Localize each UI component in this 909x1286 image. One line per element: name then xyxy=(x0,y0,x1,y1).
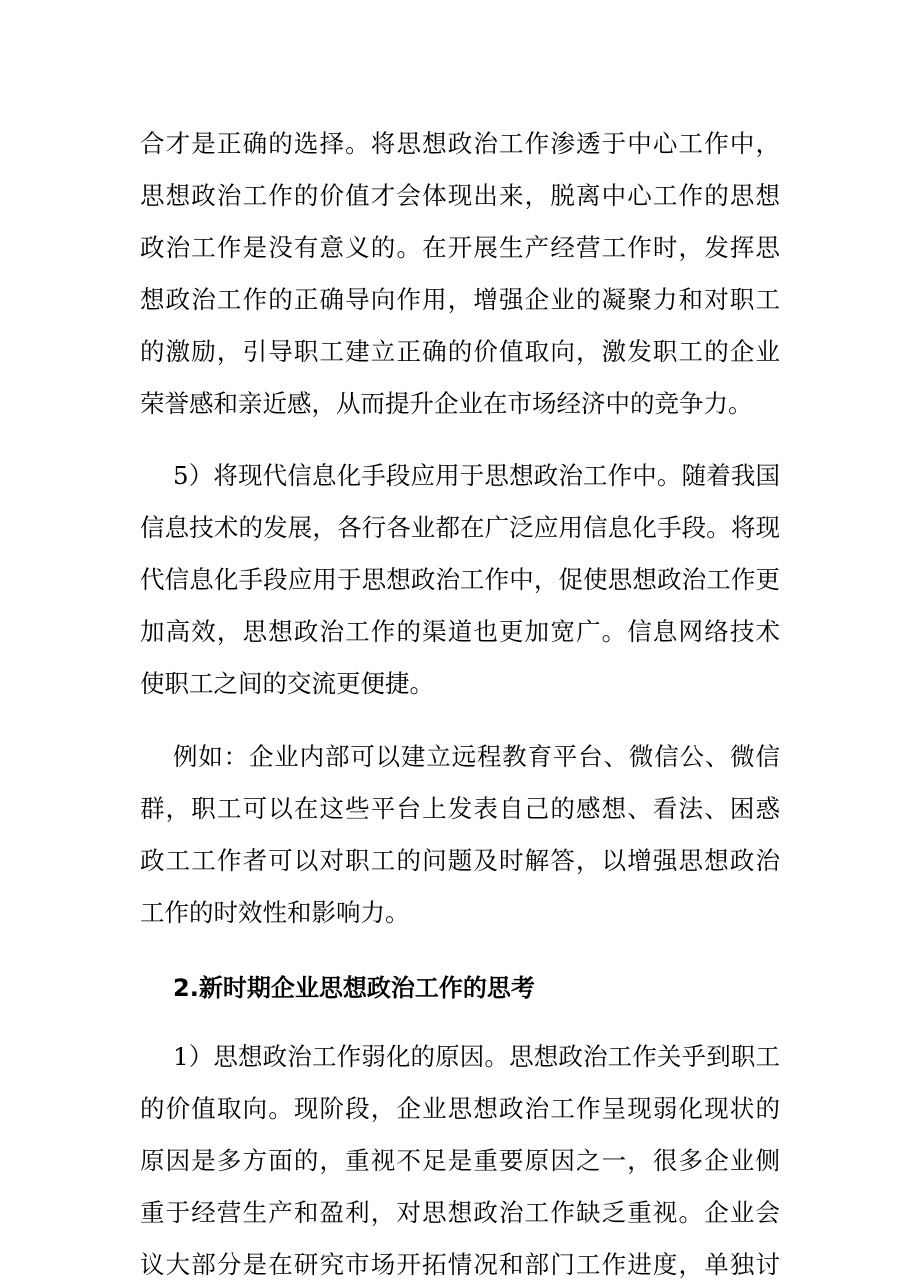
paragraph-3-line-2: 群，职工可以在这些平台上发表自己的感想、看法、困惑 xyxy=(140,794,780,823)
paragraph-1-line-3: 政治工作是没有意义的。在开展生产经营工作时，发挥思 xyxy=(140,233,780,262)
paragraph-4-line-5: 议大部分是在研究市场开拓情况和部门工作进度，单独讨 xyxy=(140,1250,780,1279)
paragraph-2-line-5: 使职工之间的交流更便捷。 xyxy=(140,669,434,698)
paragraph-1-line-2: 思想政治工作的价值才会体现出来，脱离中心工作的思想 xyxy=(140,181,780,210)
paragraph-1-line-6: 荣誉感和亲近感，从而提升企业在市场经济中的竞争力。 xyxy=(140,389,753,418)
paragraph-1-line-1: 合才是正确的选择。将思想政治工作渗透于中心工作中， xyxy=(140,129,780,158)
paragraph-1-line-5: 的激励，引导职工建立正确的价值取向，激发职工的企业 xyxy=(140,337,780,366)
paragraph-4-line-2: 的价值取向。现阶段，企业思想政治工作呈现弱化现状的 xyxy=(140,1094,780,1123)
paragraph-3-line-4: 工作的时效性和影响力。 xyxy=(140,898,410,927)
paragraph-2-line-3: 代信息化手段应用于思想政治工作中，促使思想政治工作更 xyxy=(140,565,780,594)
paragraph-2-line-4: 加高效，思想政治工作的渠道也更加宽广。信息网络技术 xyxy=(140,617,780,646)
paragraph-4-line-3: 原因是多方面的，重视不足是重要原因之一，很多企业侧 xyxy=(140,1146,780,1175)
paragraph-1-line-4: 想政治工作的正确导向作用，增强企业的凝聚力和对职工 xyxy=(140,285,780,314)
paragraph-4-line-1: 1）思想政治工作弱化的原因。思想政治工作关乎到职工 xyxy=(173,1042,780,1071)
paragraph-2-line-1: 5）将现代信息化手段应用于思想政治工作中。随着我国 xyxy=(173,461,780,490)
paragraph-4-line-4: 重于经营生产和盈利，对思想政治工作缺乏重视。企业会 xyxy=(140,1198,780,1227)
section-heading: 2.新时期企业思想政治工作的思考 xyxy=(173,974,535,1002)
paragraph-2-line-2: 信息技术的发展，各行各业都在广泛应用信息化手段。将现 xyxy=(140,513,780,542)
paragraph-3-line-1: 例如：企业内部可以建立远程教育平台、微信公、微信 xyxy=(173,742,780,771)
paragraph-3-line-3: 政工工作者可以对职工的问题及时解答，以增强思想政治 xyxy=(140,846,780,875)
